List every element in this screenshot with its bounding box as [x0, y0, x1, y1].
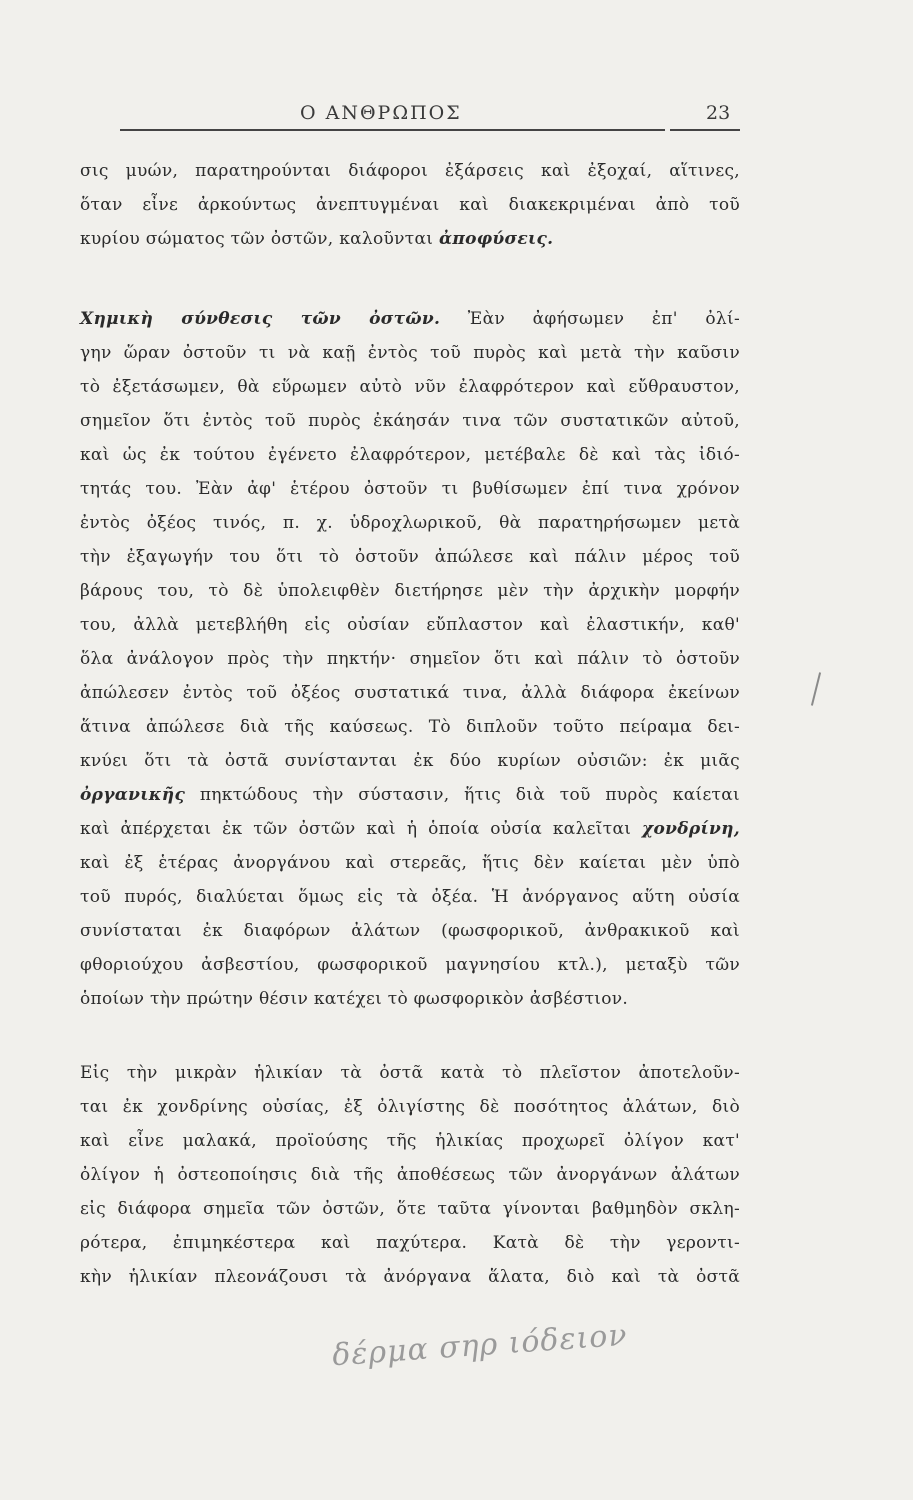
text-fragment: καὶ ἀπέρχεται ἐκ τῶν ὀστῶν καὶ ἡ ὁποία οὐσία καλεῖται [80, 819, 632, 839]
text-fragment: κυρίου σώματος τῶν ὀστῶν, καλοῦνται [80, 229, 434, 249]
text-fragment: πηκτώδους τὴν σύστασιν, ἥτις διὰ τοῦ πυρὸς καίεται [199, 785, 740, 805]
text-line: εἰς διάφορα σημεῖα τῶν ὀστῶν, ὅτε ταῦτα γίνονται βαθμηδὸν σκλη- [80, 1199, 740, 1219]
header-rule [120, 129, 740, 131]
text-line: τὸ ἐξετάσωμεν, θὰ εὕρωμεν αὐτὸ νῦν ἐλαφρότερον καὶ εὔθραυστον, [80, 377, 740, 397]
text-line: τητάς του. Ἐὰν ἀφ' ἑτέρου ὀστοῦν τι βυθίσωμεν ἐπί τινα χρόνον [80, 479, 740, 499]
term-organic: ὀργανικῆς [80, 785, 186, 805]
text-line: σημεῖον ὅτι ἐντὸς τοῦ πυρὸς ἐκάησάν τινα τῶν συστατικῶν αὐτοῦ, [80, 411, 740, 431]
text-line: ἀπώλεσεν ἐντὸς τοῦ ὀξέος συστατικά τινα, ἀλλὰ διάφορα ἐκείνων [80, 683, 740, 703]
text-line [80, 302, 740, 336]
text-line [80, 778, 740, 812]
text-line: ὅταν εἶνε ἀρκούντως ἀνεπτυγμέναι καὶ διακεκριμέναι ἀπὸ τοῦ [80, 195, 740, 215]
text-line: σις μυών, παρατηρούνται διάφοροι ἐξάρσεις καὶ ἐξοχαί, αἵτινες, [80, 161, 740, 181]
text-fragment: Ἐὰν ἀφήσωμεν ἐπ' ὀλί- [467, 309, 740, 329]
text-line: ται ἐκ χονδρίνης οὐσίας, ἐξ ὀλιγίστης δὲ ποσότητος ἀλάτων, διὸ [80, 1097, 740, 1117]
text-line: Εἰς τὴν μικρὰν ἡλικίαν τὰ ὀστᾶ κατὰ τὸ πλεῖστον ἀποτελοῦν- [80, 1063, 740, 1083]
text-line: κνύει ὅτι τὰ ὀστᾶ συνίστανται ἐκ δύο κυρίων οὐσιῶν: ἐκ μιᾶς [80, 751, 740, 771]
text-line [80, 812, 740, 846]
text-line: γην ὥραν ὀστοῦν τι νὰ καῇ ἐντὸς τοῦ πυρὸς καὶ μετὰ τὴν καῦσιν [80, 343, 740, 363]
running-head [120, 96, 740, 126]
running-title: Ο ΑΝΘΡΩΠΟΣ [300, 102, 462, 124]
handwritten-note: δέρμα σηρ ιόδειον [331, 1317, 629, 1374]
text-line: καὶ ἐξ ἑτέρας ἀνοργάνου καὶ στερεᾶς, ἥτις δὲν καίεται μὲν ὑπὸ [80, 853, 740, 873]
text-line: τοῦ πυρός, διαλύεται ὅμως εἰς τὰ ὀξέα. Ἡ ἀνόργανος αὕτη οὐσία [80, 887, 740, 907]
text-line: συνίσταται ἐκ διαφόρων ἀλάτων (φωσφορικοῦ, ἀνθρακικοῦ καὶ [80, 921, 740, 941]
text-line: ὁποίων τὴν πρώτην θέσιν κατέχει τὸ φωσφορικὸν ἀσβέστιον. [80, 989, 629, 1009]
text-line: του, ἀλλὰ μετεβλήθη εἰς οὐσίαν εὔπλαστον καὶ ἐλαστικήν, καθ' [80, 615, 740, 635]
section-heading: Χημικὴ σύνθεσις τῶν ὀστῶν. [80, 309, 441, 329]
text-line: ἅτινα ἀπώλεσε διὰ τῆς καύσεως. Τὸ διπλοῦν τοῦτο πείραμα δει- [80, 717, 740, 737]
text-line: φθοριούχου ἀσβεστίου, φωσφορικοῦ μαγνησίου κτλ.), μεταξὺ τῶν [80, 955, 740, 975]
text-line: καὶ ὡς ἐκ τούτου ἐγένετο ἐλαφρότερον, μετέβαλε δὲ καὶ τὰς ἰδιό- [80, 445, 740, 465]
text-line [80, 222, 740, 256]
margin-pencil-mark [811, 672, 821, 705]
text-line: τὴν ἐξαγωγήν του ὅτι τὸ ὀστοῦν ἀπώλεσε καὶ πάλιν μέρος τοῦ [80, 547, 740, 567]
text-line: καὶ εἶνε μαλακά, προϊούσης τῆς ἡλικίας προχωρεῖ ὀλίγον κατ' [80, 1131, 740, 1151]
text-line: ἐντὸς ὀξέος τινός, π. χ. ὑδροχλωρικοῦ, θὰ παρατηρήσωμεν μετὰ [80, 513, 740, 533]
text-line: ρότερα, ἐπιμηκέστερα καὶ παχύτερα. Κατὰ δὲ τὴν γεροντι- [80, 1233, 740, 1253]
term-apophyseis: ἀποφύσεις. [438, 229, 554, 249]
body-text [80, 154, 740, 1294]
text-line: κὴν ἡλικίαν πλεονάζουσι τὰ ἀνόργανα ἅλατα, διὸ καὶ τὰ ὀστᾶ [80, 1267, 740, 1287]
term-chondrine: χονδρίνη, [642, 819, 740, 839]
page-number: 23 [706, 102, 731, 124]
text-line: βάρους του, τὸ δὲ ὑπολειφθὲν διετήρησε μὲν τὴν ἀρχικὴν μορφήν [80, 581, 740, 601]
text-line: ὀλίγον ἡ ὀστεοποίησις διὰ τῆς ἀποθέσεως τῶν ἀνοργάνων ἀλάτων [80, 1165, 740, 1185]
text-line: ὅλα ἀνάλογον πρὸς τὴν πηκτήν· σημεῖον ὅτι καὶ πάλιν τὸ ὀστοῦν [80, 649, 740, 669]
